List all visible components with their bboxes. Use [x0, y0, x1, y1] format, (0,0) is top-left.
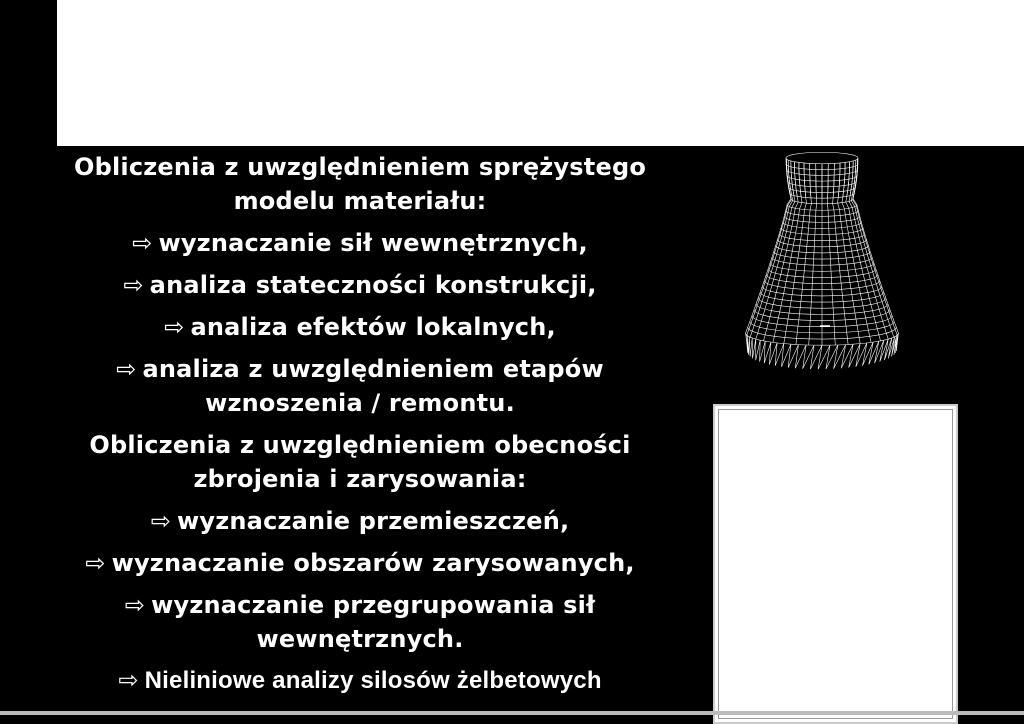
hollow-arrow-icon: ⇨ [150, 507, 171, 535]
list-item: ⇨ analiza stateczności konstrukcji, [70, 268, 650, 302]
hollow-arrow-icon: ⇨ [85, 549, 106, 577]
list-item: ⇨ analiza z uwzględnieniem etapów [70, 352, 650, 386]
text-line: Obliczenia z uwzględnieniem obecności [89, 431, 631, 459]
text-line: Obliczenia z uwzględnieniem sprężystego [73, 153, 647, 181]
header-area [57, 0, 1024, 146]
list-item: ⇨ Nieliniowe analizy silosów żelbetowych [70, 664, 650, 698]
list-item: ⇨ wyznaczanie obszarów zarysowanych, [70, 546, 650, 580]
hollow-arrow-icon: ⇨ [132, 229, 153, 257]
hollow-arrow-icon: ⇨ [124, 591, 146, 619]
list-item: ⇨ wyznaczanie przemieszczeń, [70, 504, 650, 538]
bottom-strip [0, 711, 1024, 715]
list-item: ⇨ wyznaczanie przegrupowania sił [70, 588, 650, 622]
list-item: ⇨ analiza efektów lokalnych, [70, 310, 650, 344]
hollow-arrow-icon: ⇨ [164, 313, 185, 341]
text-line: zbrojenia i zarysowania: [193, 465, 527, 493]
text-line: wewnętrznych. [256, 625, 464, 653]
hollow-arrow-icon: ⇨ [118, 667, 139, 694]
list-item: ⇨ wyznaczanie sił wewnętrznych, [70, 226, 650, 260]
image-placeholder [713, 404, 958, 724]
slide-text [70, 150, 650, 698]
text-line: wznoszenia / remontu. [205, 389, 515, 417]
text-line: modelu materiału: [233, 187, 487, 215]
hollow-arrow-icon: ⇨ [116, 355, 137, 383]
cooling-tower-mesh-image [742, 148, 902, 380]
hollow-arrow-icon: ⇨ [123, 271, 144, 299]
